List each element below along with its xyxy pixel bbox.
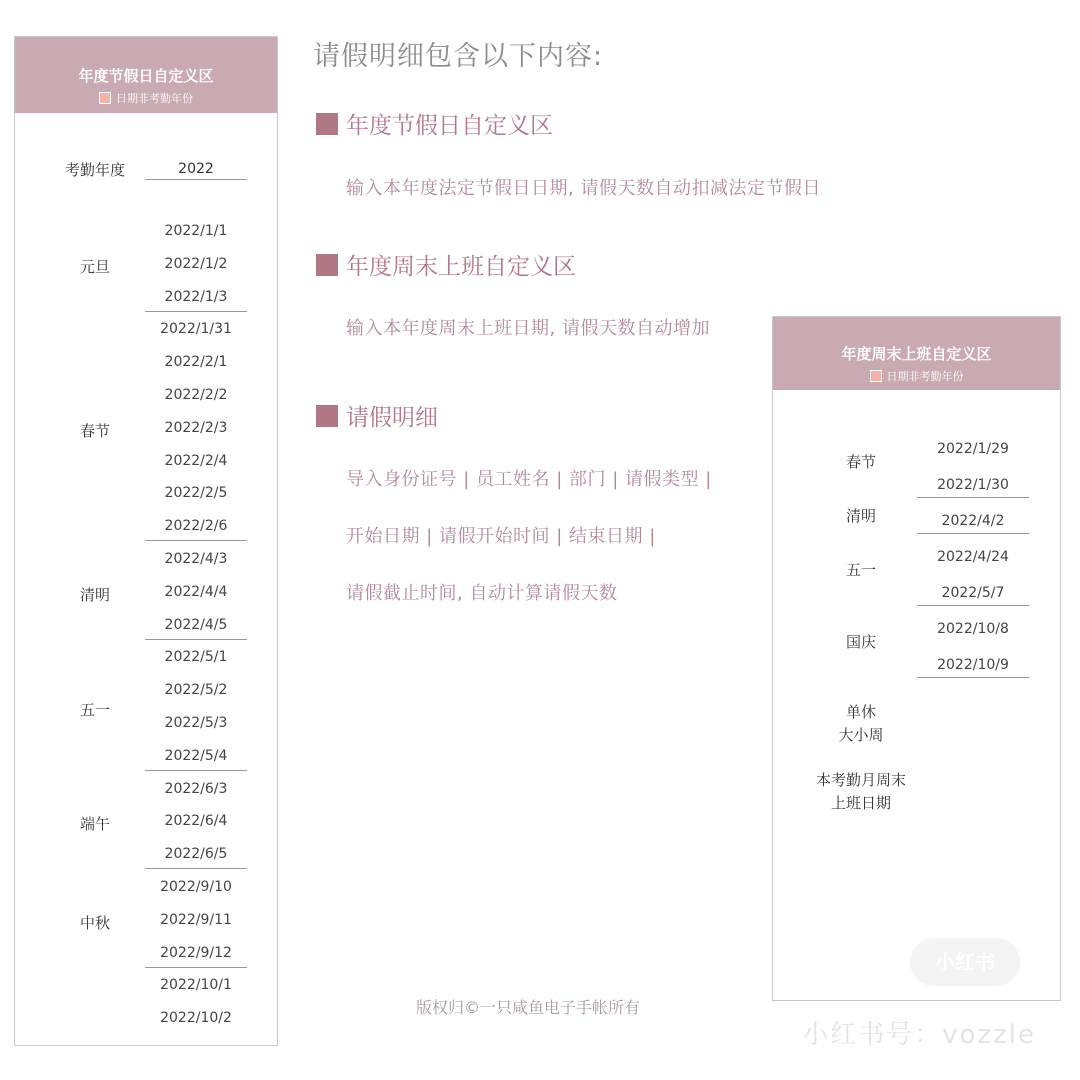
legend-label: 日期非考勤年份 (116, 92, 193, 105)
section-heading-leave-details (316, 399, 438, 432)
legend-label: 日期非考勤年份 (886, 370, 964, 383)
weekend-work-date[interactable]: 2022/10/9 (937, 657, 1009, 673)
holiday-date[interactable]: 2022/9/10 (160, 879, 232, 895)
group-divider (917, 533, 1029, 534)
holiday-name: 五一 (79, 700, 110, 719)
holiday-date[interactable]: 2022/9/12 (160, 944, 232, 961)
watermark: 小红书号：vozzle (802, 1020, 1036, 1050)
holiday-date[interactable]: 2022/9/11 (160, 911, 232, 928)
holiday-date[interactable]: 2022/2/3 (164, 419, 228, 436)
legend-swatch (870, 370, 882, 382)
weekend-work-name: 清明 (845, 507, 876, 525)
extra-label-line: 单休 (845, 703, 876, 721)
section-marker (316, 113, 338, 135)
holiday-date[interactable]: 2022/1/31 (160, 321, 232, 338)
holiday-date[interactable]: 2022/2/4 (164, 452, 228, 469)
section-text: 输入本年度法定节假日日期, 请假天数自动扣减法定节假日 (346, 178, 821, 199)
watermark-logo: 小红书 (910, 938, 1020, 986)
extra-label-single-rest (773, 701, 949, 747)
weekend-work-panel (772, 316, 1061, 1001)
holiday-date[interactable]: 2022/4/3 (164, 551, 228, 567)
weekend-work-date[interactable]: 2022/5/7 (941, 585, 1005, 601)
weekend-work-date[interactable]: 2022/1/30 (937, 477, 1009, 493)
weekend-work-date[interactable]: 2022/10/8 (937, 621, 1009, 637)
holiday-date[interactable]: 2022/4/5 (164, 616, 228, 633)
year-input[interactable]: 2022 (145, 161, 247, 180)
weekend-work-date[interactable]: 2022/1/29 (937, 441, 1009, 457)
group-divider (917, 677, 1029, 678)
section-heading-text: 年度周末上班自定义区 (346, 254, 576, 280)
group-divider (145, 868, 247, 869)
weekend-work-date[interactable]: 2022/4/24 (937, 549, 1009, 565)
group-divider (145, 967, 247, 968)
section-text: 输入本年度周末上班日期, 请假天数自动增加 (346, 318, 710, 339)
weekend-work-date[interactable]: 2022/4/2 (941, 513, 1005, 529)
weekend-work-panel-title: 年度周末上班自定义区 (841, 345, 992, 363)
holiday-name: 春节 (79, 421, 110, 440)
legend-swatch (99, 92, 111, 104)
group-divider (145, 311, 247, 312)
holiday-date[interactable]: 2022/5/3 (164, 715, 228, 731)
holiday-date[interactable]: 2022/2/5 (164, 485, 228, 502)
extra-label-line: 本考勤月周末 (815, 771, 906, 789)
section-heading-weekend-work (316, 248, 576, 281)
holiday-panel (14, 36, 278, 1046)
section-heading-text: 年度节假日自定义区 (346, 113, 553, 139)
weekend-work-name: 国庆 (845, 633, 876, 651)
weekend-work-name: 春节 (845, 453, 876, 471)
section-marker (316, 254, 338, 276)
legend (773, 368, 1060, 384)
group-divider (145, 540, 247, 541)
holiday-name: 元旦 (79, 257, 110, 276)
holiday-date[interactable]: 2022/10/2 (160, 1010, 232, 1027)
legend (15, 90, 277, 106)
holiday-name: 端午 (79, 815, 110, 834)
holiday-date[interactable]: 2022/10/1 (160, 977, 232, 994)
year-label: 考勤年度 (65, 161, 126, 179)
section-heading-text: 请假明细 (346, 405, 438, 431)
holiday-date[interactable]: 2022/6/3 (164, 780, 228, 797)
extra-label-monthly-weekend (773, 769, 949, 815)
section-heading-holidays (316, 107, 553, 140)
holiday-name: 中秋 (79, 913, 110, 932)
holiday-date[interactable]: 2022/5/4 (164, 747, 228, 764)
extra-label-line: 大小周 (838, 726, 884, 744)
holiday-date[interactable]: 2022/2/1 (164, 354, 228, 371)
weekend-work-name: 五一 (845, 561, 876, 579)
holiday-date[interactable]: 2022/6/4 (164, 813, 228, 830)
holiday-date[interactable]: 2022/2/2 (164, 387, 228, 403)
holiday-panel-header (15, 37, 277, 113)
extra-label-line: 上班日期 (830, 794, 891, 812)
holiday-panel-title: 年度节假日自定义区 (78, 67, 214, 85)
group-divider (917, 605, 1029, 606)
holiday-date[interactable]: 2022/5/1 (164, 649, 228, 666)
section-text: 开始日期 | 请假开始时间 | 结束日期 | (346, 526, 656, 547)
holiday-date[interactable]: 2022/6/5 (164, 846, 228, 863)
section-text: 请假截止时间, 自动计算请假天数 (346, 583, 618, 604)
weekend-work-panel-header (773, 317, 1060, 390)
holiday-date[interactable]: 2022/1/2 (164, 255, 228, 272)
section-text: 导入身份证号 | 员工姓名 | 部门 | 请假类型 | (346, 469, 712, 490)
copyright-footer: 版权归©一只咸鱼电子手帐所有 (416, 998, 641, 1017)
holiday-date[interactable]: 2022/4/4 (164, 583, 228, 600)
group-divider (145, 770, 247, 771)
holiday-date[interactable]: 2022/1/3 (164, 288, 228, 305)
holiday-date[interactable]: 2022/2/6 (164, 518, 228, 535)
page-title: 请假明细包含以下内容: (313, 41, 604, 72)
holiday-name: 清明 (79, 585, 110, 604)
holiday-date[interactable]: 2022/5/2 (164, 682, 228, 699)
group-divider (145, 639, 247, 640)
section-marker (316, 405, 338, 427)
group-divider (917, 497, 1029, 498)
holiday-date[interactable]: 2022/1/1 (164, 223, 228, 239)
